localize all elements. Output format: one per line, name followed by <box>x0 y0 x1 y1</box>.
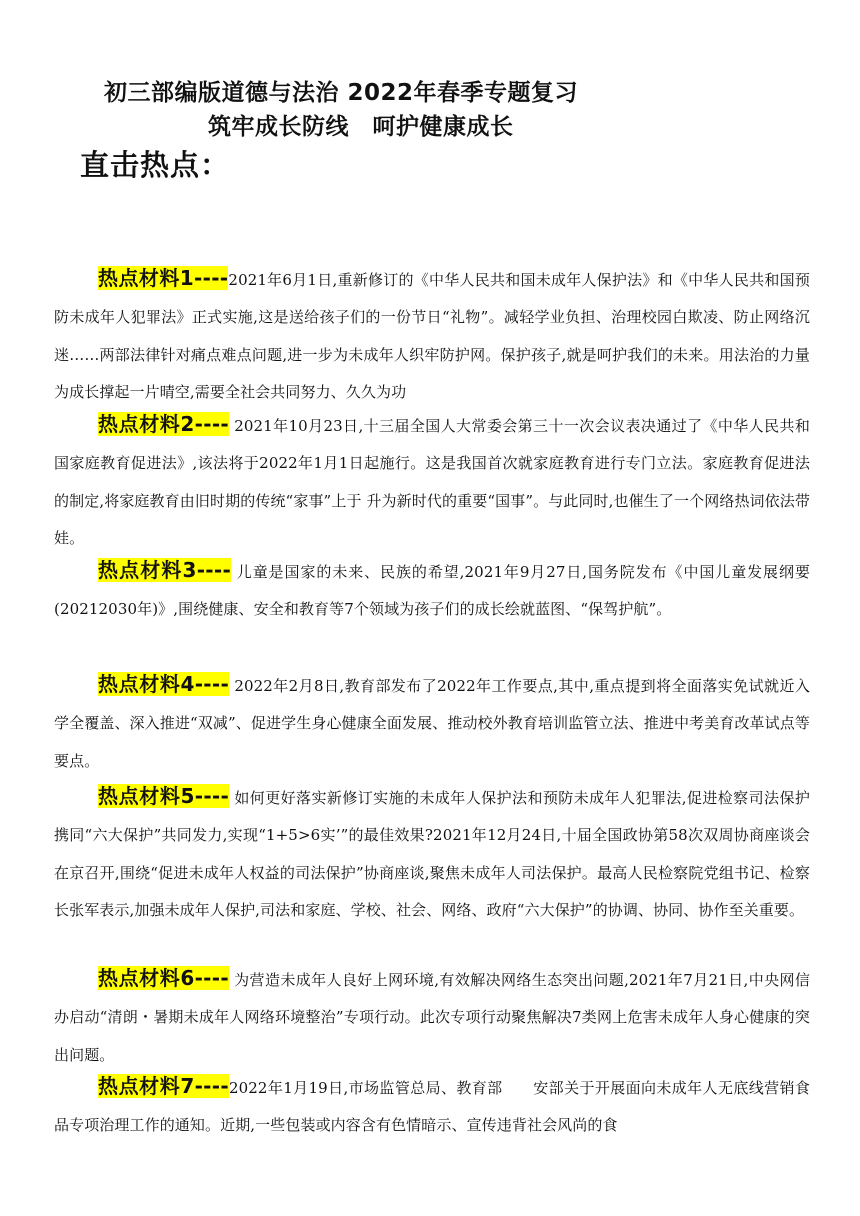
material-label: 热点材料4---- <box>98 672 230 696</box>
material-text: 儿童是国家的未来、民族的希望,2021年9月27日,国务院发布《中国儿童发展纲要(20212030年)》,围绕健康、安全和教育等7个领域为孩子们的成长绘就蓝图、“保驾护航”。 <box>54 563 810 619</box>
material-label: 热点材料1---- <box>98 266 229 290</box>
hot-material-2 <box>54 406 810 557</box>
hot-material-7 <box>54 1068 810 1145</box>
hot-material-1 <box>54 260 810 411</box>
material-text: 2021年6月1日,重新修订的《中华人民共和国未成年人保护法》和《中华人民共和国预防未成年人犯罪法》正式实施,这是送给孩子们的一份节日“礼物”。减轻学业负担、治理校园白欺凌、防止网络沉迷……两部法律针对痛点难点问题,进一步为未成年人织牢防护网。保护孩子,就是呵护我们的未来。用法治的力量为成长撑起一片晴空,需要全社会共同努力、久久为功 <box>54 271 810 401</box>
document-title-line-2: 筑牢成长防线 呵护健康成长 <box>208 114 514 140</box>
material-text: 为营造未成年人良好上网环境,有效解决网络生态突出问题,2021年7月21日,中央网信办启动“清朗・暑期未成年人网络环境整治”专项行动。此次专项行动聚焦解决7类网上危害未成年人身心健康的突出问题。 <box>54 971 810 1064</box>
section-heading: 直击热点： <box>80 148 231 182</box>
material-text: 2022年1月19日,市场监管总局、教育部 安部关于开展面向未成年人无底线营销食品专项治理工作的通知。近期,一些包装或内容含有色情暗示、宣传违背社会风尚的食 <box>54 1079 810 1135</box>
material-label: 热点材料2---- <box>98 412 230 436</box>
material-text: 如何更好落实新修订实施的未成年人保护法和预防未成年人犯罪法,促进检察司法保护携同“六大保护”共同发力,实现“1+5>6实’”的最佳效果?2021年12月24日,十届全国政协第58次双周协商座谈会在京召开,围绕“促进未成年人权益的司法保护”协商座谈,聚焦未成年人司法保护。最高人民检察院党组书记、检察长张军表示,加强未成年人保护,司法和家庭、学校、社会、网络、政府“六大保护”的协调、协同、协作至关重要。 <box>54 789 810 919</box>
material-label: 热点材料3---- <box>98 558 232 582</box>
document-title-line-1: 初三部编版道德与法治 2022年春季专题复习 <box>104 80 579 106</box>
hot-material-3 <box>54 552 810 629</box>
material-label: 热点材料6---- <box>98 966 229 990</box>
hot-material-4 <box>54 666 810 780</box>
material-text: 2022年2月8日,教育部发布了2022年工作要点,其中,重点提到将全面落实免试就近入学全覆盖、深入推进“双减”、促进学生身心健康全面发展、推动校外教育培训监管立法、推进中考美育改革试点等要点。 <box>54 677 810 770</box>
material-label: 热点材料5---- <box>98 784 230 808</box>
material-label: 热点材料7---- <box>98 1074 229 1098</box>
hot-material-6 <box>54 960 810 1074</box>
material-text: 2021年10月23日,十三届全国人大常委会第三十一次会议表决通过了《中华人民共和国家庭教育促进法》,该法将于2022年1月1日起施行。这是我国首次就家庭教育进行专门立法。家庭教育促进法的制定,将家庭教育由旧时期的传统“家事”上于 升为新时代的重要“国事”。与此同时,也催生了一个网络热词依法带娃。 <box>54 417 810 547</box>
hot-material-5 <box>54 778 810 929</box>
